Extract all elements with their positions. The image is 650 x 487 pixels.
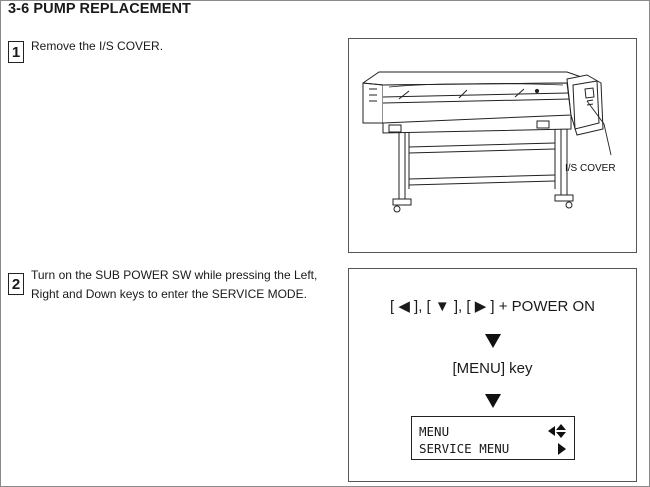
lcd-line-2: SERVICE MENU [419,441,510,456]
down-arrow-icon [485,334,501,348]
right-arrow-icon [557,442,567,456]
printer-illustration [349,39,636,252]
service-mode-diagram-panel [348,268,637,482]
step-2-line-2: Right and Down keys to enter the SERVICE MODE. [31,287,307,301]
down-arrow-icon [485,394,501,408]
menu-key-text: [MENU] key [452,360,533,377]
step-2-number: 2 [8,273,24,295]
step-2-line-1: Turn on the SUB POWER SW while pressing the Left, [31,268,318,282]
lcd-display [411,416,575,460]
lcd-line-1: MENU [419,424,450,439]
step-1-number: 1 [8,41,24,63]
printer-figure-panel [348,38,637,253]
left-up-down-arrows-icon [547,424,567,438]
step-1-text [31,37,163,56]
callout-label-i-s-cover: I/S COVER [565,163,616,174]
page-title: 3-6 PUMP REPLACEMENT [8,1,192,17]
step-1-line-1: Remove the I/S COVER. [31,39,164,53]
key-combo-text: [ ◀ ], [ ▼ ], [ ▶ ] + POWER ON [389,298,596,315]
step-2-text [31,266,317,304]
